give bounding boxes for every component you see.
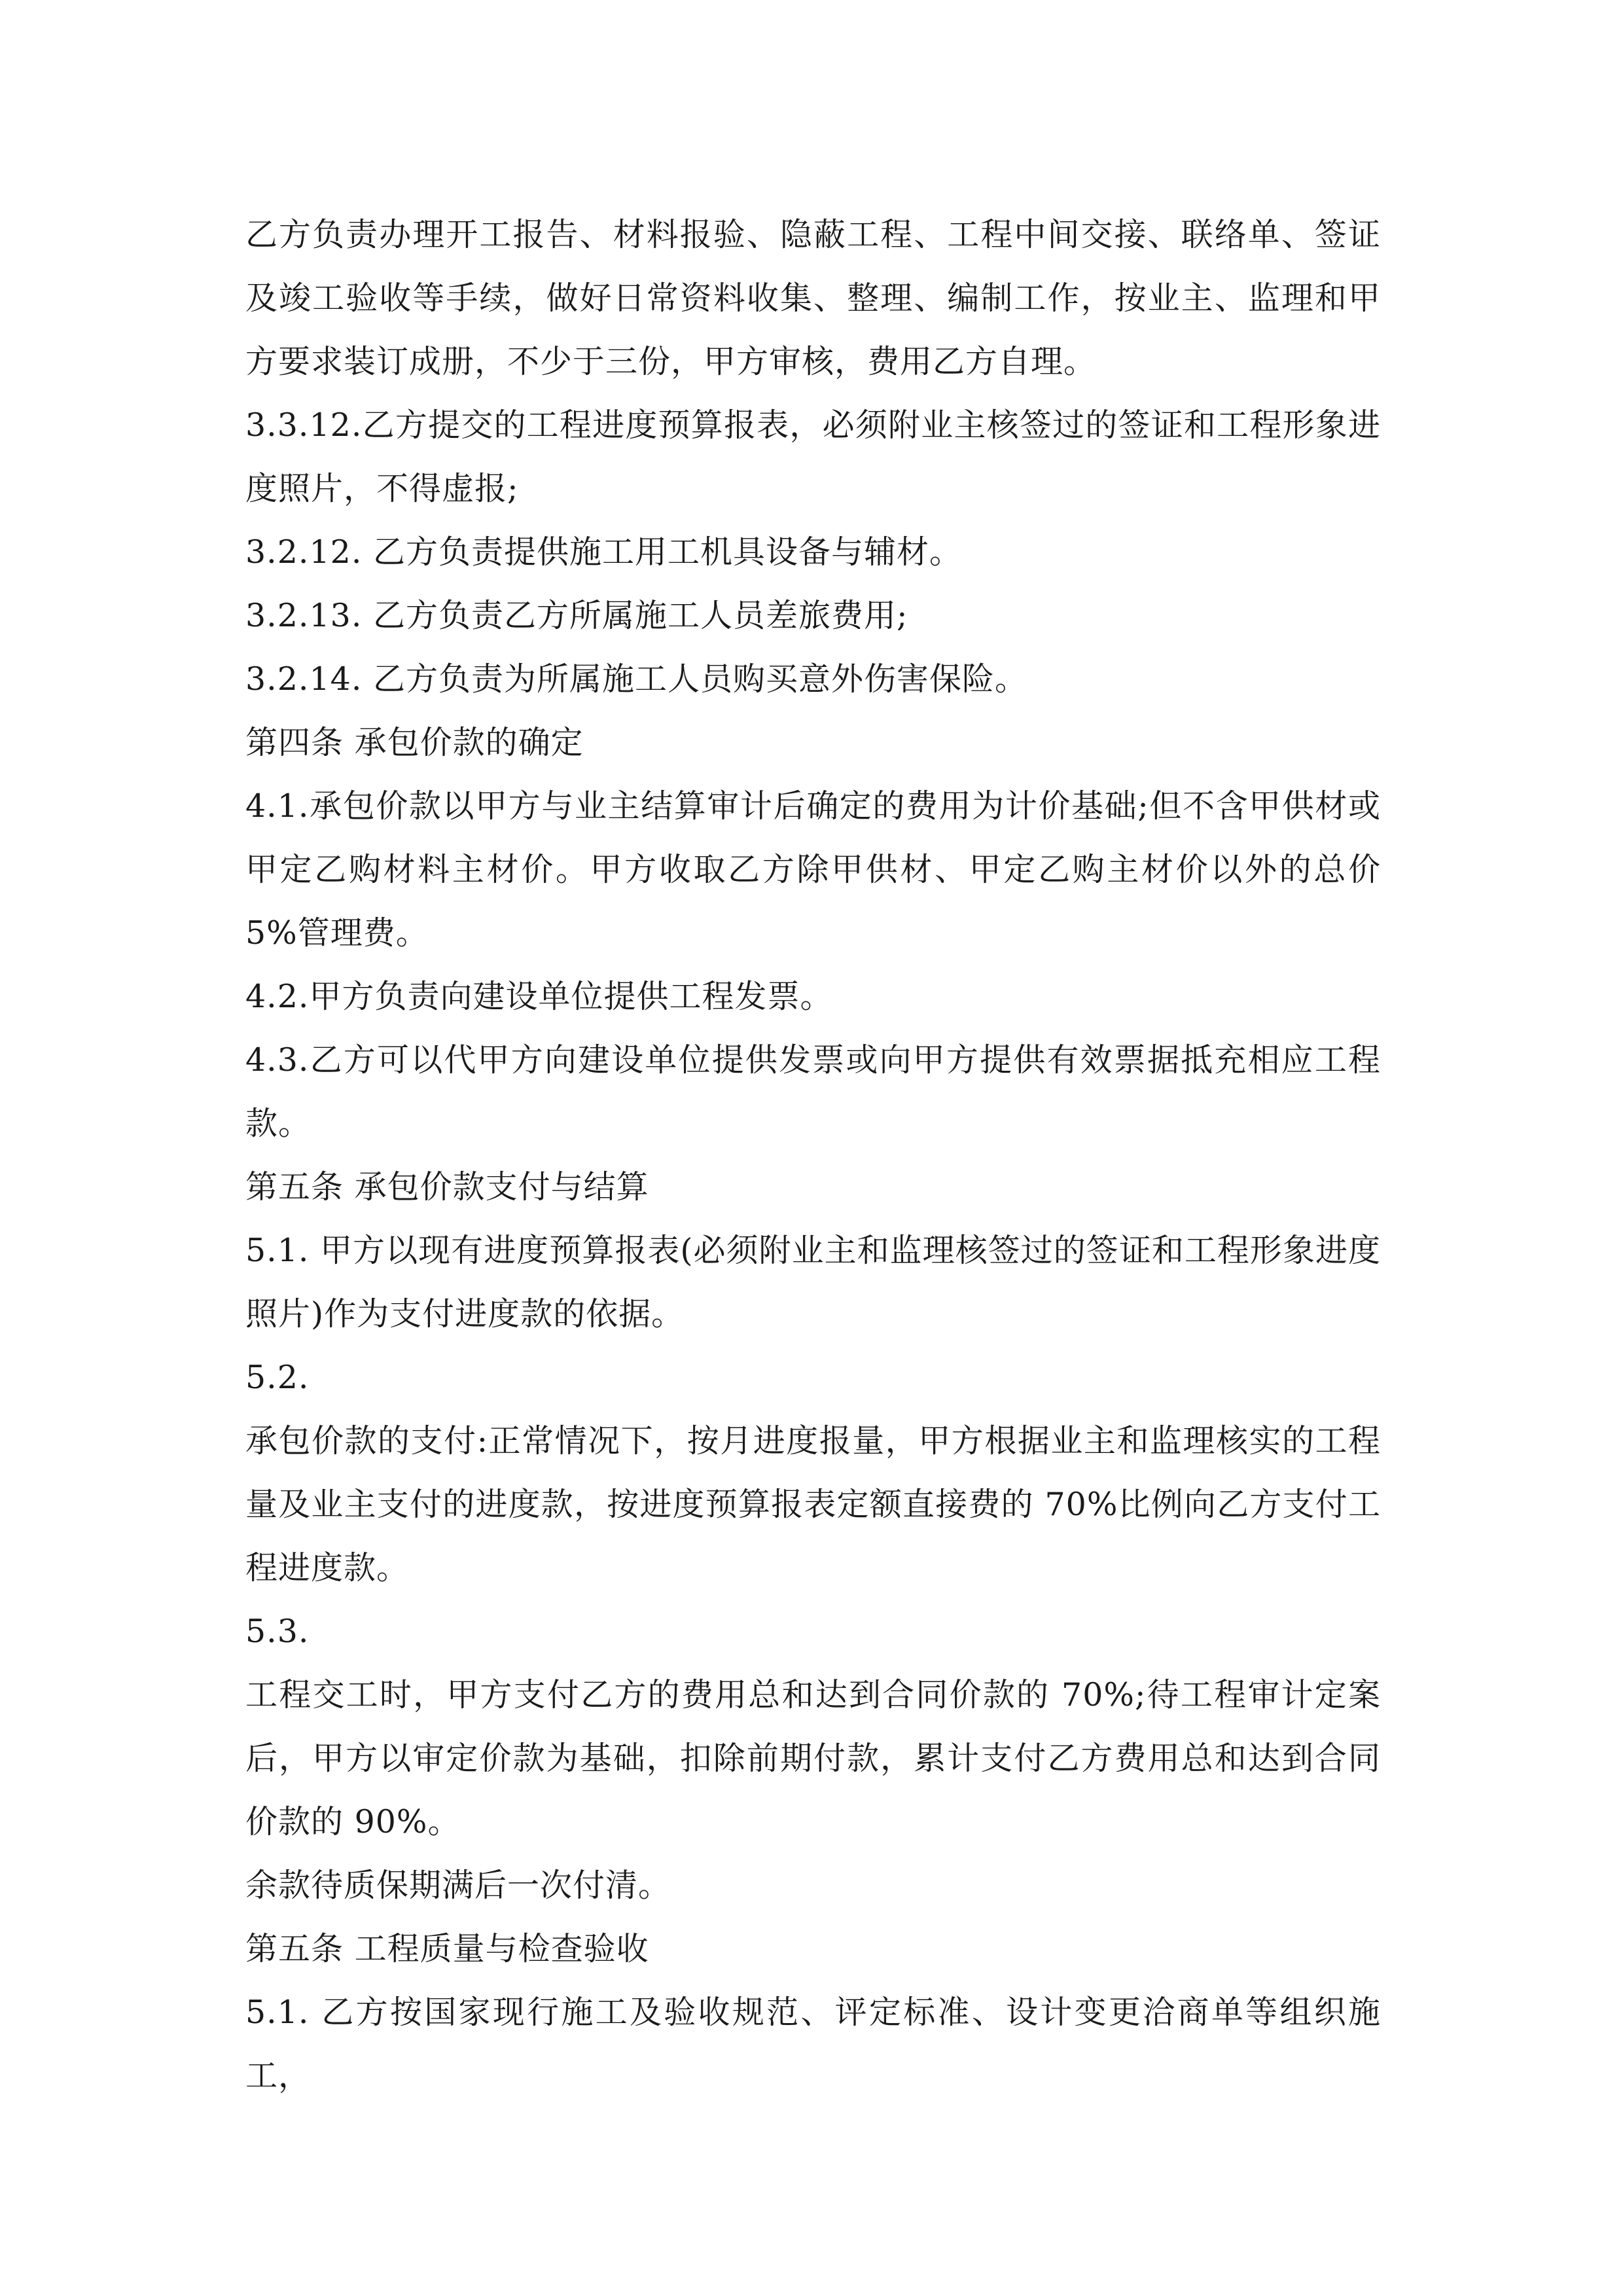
paragraph-5-3-number: 5.3. [245,1613,310,1650]
paragraph-completion-documents: 乙方负责办理开工报告、材料报验、隐蔽工程、工程中间交接、联络单、签证及竣工验收等手续，做好日常资料收集、整理、编制工作，按业主、监理和甲方要求装订成册，不少于三份，甲方审核，费用乙方自理。 [245,216,1381,380]
paragraph-3-2-14: 3.2.14. 乙方负责为所属施工人员购买意外伤害保险。 [245,660,1028,698]
section-heading-article-4: 第四条 承包价款的确定 [245,724,584,761]
document-body [245,203,1381,2108]
paragraph-5-2-body: 承包价款的支付:正常情况下，按月进度报量，甲方根据业主和监理核实的工程量及业主支付的进度款，按进度预算报表定额直接费的 70%比例向乙方支付工程进度款。 [245,1422,1381,1587]
paragraph-3-3-12: 3.3.12.乙方提交的工程进度预算报表，必须附业主核签过的签证和工程形象进度照片，不得虚报; [245,406,1381,507]
paragraph-3-2-12: 3.2.12. 乙方负责提供施工用工机具设备与辅材。 [245,533,963,571]
section-heading-article-5-quality: 第五条 工程质量与检查验收 [245,1930,649,1967]
paragraph-5-1-payment-basis: 5.1. 甲方以现有进度预算报表(必须附业主和监理核签过的签证和工程形象进度照片)作为支付进度款的依据。 [245,1232,1381,1333]
paragraph-5-2-number: 5.2. [245,1359,310,1396]
paragraph-balance: 余款待质保期满后一次付清。 [245,1867,671,1904]
paragraph-3-2-13: 3.2.13. 乙方负责乙方所属施工人员差旅费用; [245,597,908,634]
paragraph-5-1-quality: 5.1. 乙方按国家现行施工及验收规范、评定标准、设计变更洽商单等组织施工， [245,1994,1381,2094]
section-heading-article-5-payment: 第五条 承包价款支付与结算 [245,1168,649,1206]
paragraph-4-3: 4.3.乙方可以代甲方向建设单位提供发票或向甲方提供有效票据抵充相应工程款。 [245,1041,1381,1142]
paragraph-4-2: 4.2.甲方负责向建设单位提供工程发票。 [245,978,833,1015]
paragraph-4-1: 4.1.承包价款以甲方与业主结算审计后确定的费用为计价基础;但不含甲供材或甲定乙购材料主材价。甲方收取乙方除甲供材、甲定乙购主材价以外的总价 5%管理费。 [245,787,1381,952]
paragraph-5-3-body: 工程交工时，甲方支付乙方的费用总和达到合同价款的 70%;待工程审计定案后，甲方以审定价款为基础，扣除前期付款，累计支付乙方费用总和达到合同价款的 90%。 [245,1676,1381,1840]
